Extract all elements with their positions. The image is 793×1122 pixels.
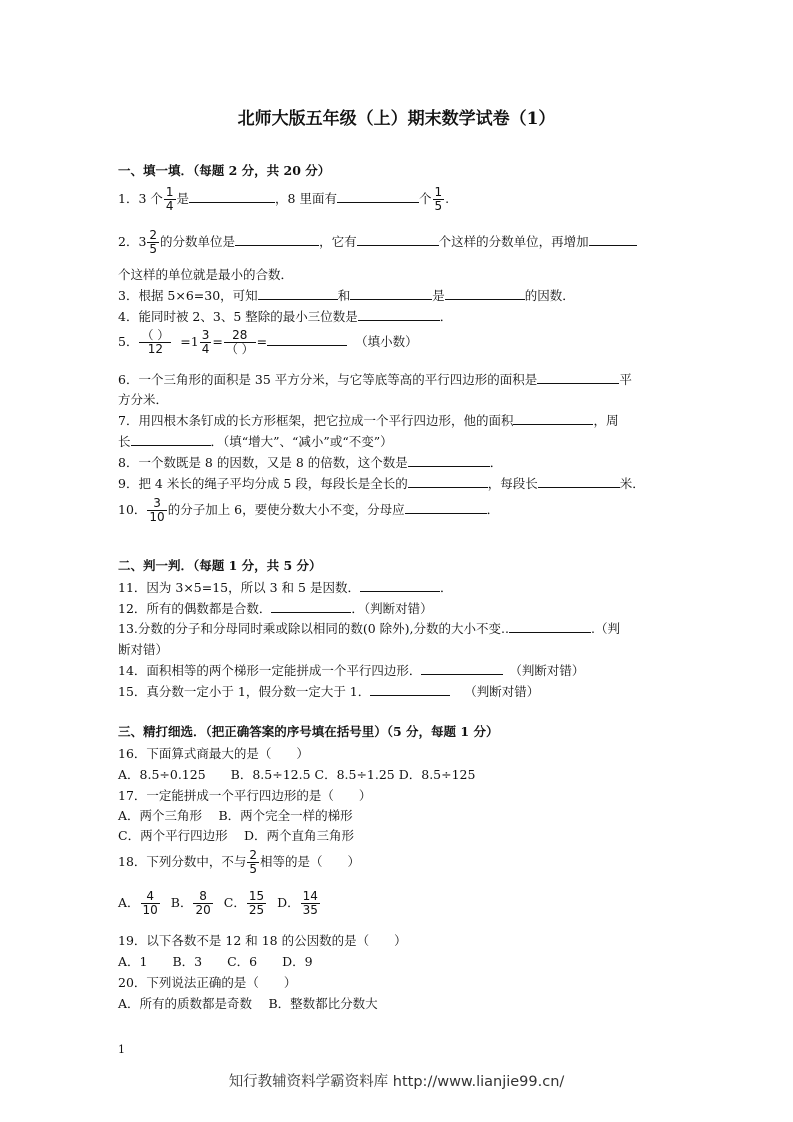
question-2: 2．3 $\frac{2}{5}$ 的分数单位是 ，它有 个这样的分数单位，再增加: [118, 229, 637, 256]
question-11: 11．因为 3×5=15，所以 3 和 5 是因数． ．: [118, 580, 453, 595]
question-6-cont: 方分米．: [118, 392, 169, 407]
question-9: 9．把 4 米长的绳子平均分成 5 段，每段长是全长的 ，每段长 米．: [118, 476, 645, 491]
answer-blank[interactable]: [235, 233, 319, 246]
page-title: 北师大版五年级（上）期末数学试卷（1）: [237, 109, 556, 129]
question-3: 3．根据 5×6=30，可知 和 是 的因数．: [118, 288, 575, 303]
answer-blank[interactable]: [360, 579, 440, 592]
page-number: 1: [118, 1043, 125, 1056]
answer-blank[interactable]: [267, 333, 347, 346]
section-heading-choice: 三、精打细选．（把正确答案的序号填在括号里）（5 分，每题 1 分）: [118, 724, 499, 739]
question-17: 17．一定能拼成一个平行四边形的是（ ）: [118, 788, 372, 803]
fraction: $\frac{( )}{12}$: [141, 328, 170, 356]
fraction: $\frac{3}{4}$: [201, 328, 210, 356]
question-18: 18．下列分数中，不与 $\frac{2}{5}$ 相等的是（ ）: [118, 848, 361, 876]
question-4: 4．能同时被 2、3、5 整除的最小三位数是 ．: [118, 309, 453, 324]
question-19: 19．以下各数不是 12 和 18 的公因数的是（ ）: [118, 933, 407, 948]
question-17-options-1: A．两个三角形 B．两个完全一样的梯形: [118, 808, 353, 823]
question-13-cont: 断对错）: [118, 642, 169, 657]
answer-blank[interactable]: [408, 454, 490, 467]
answer-blank[interactable]: [408, 475, 488, 488]
question-6: 6．一个三角形的面积是 35 平方分米，与它等底等高的平行四边形的面积是 平: [118, 372, 632, 387]
answer-blank[interactable]: [350, 287, 432, 300]
question-7: 7．用四根木条钉成的长方形框架，把它拉成一个平行四边形，他的面积 ，周: [118, 413, 619, 428]
answer-blank[interactable]: [271, 600, 351, 613]
question-16: 16．下面算式商最大的是（ ）: [118, 746, 309, 761]
answer-blank[interactable]: [538, 475, 620, 488]
question-14: 14．面积相等的两个梯形一定能拼成一个平行四边形． （判断对错）: [118, 663, 585, 678]
question-15: 15．真分数一定小于 1，假分数一定大于 1． （判断对错）: [118, 684, 540, 699]
fraction: $\frac{2}{5}$: [149, 228, 158, 256]
question-20: 20．下列说法正确的是（ ）: [118, 975, 297, 990]
answer-blank[interactable]: [589, 233, 637, 246]
question-20-options: A．所有的质数都是奇数 B．整数都比分数大: [118, 996, 378, 1011]
answer-blank[interactable]: [537, 371, 619, 384]
answer-blank[interactable]: [509, 620, 591, 633]
footer-watermark: 知行教辅资料学霸资料库 http://www.lianjie99.cn/: [228, 1074, 565, 1090]
question-7-cont: 长 ．（填“增大”、“减小”或“不变”）: [118, 434, 393, 449]
question-1: 1．3 个 $\frac{1}{4}$ 是 ，8 里面有 个 $\frac{1}{5}$ .: [118, 185, 450, 213]
fraction: $\frac{4}{10}$: [142, 889, 158, 917]
fraction: $\frac{14}{35}$: [302, 889, 318, 917]
answer-blank[interactable]: [445, 287, 525, 300]
fraction: $\frac{15}{25}$: [248, 889, 265, 917]
question-16-options: A．8.5÷0.125 B．8.5÷12.5 C．8.5÷1.25 D．8.5÷125: [118, 767, 476, 782]
fraction: $\frac{28}{( )}$: [225, 328, 254, 356]
answer-blank[interactable]: [189, 190, 275, 203]
fraction: $\frac{3}{10}$: [149, 496, 165, 524]
answer-blank[interactable]: [513, 412, 593, 425]
answer-blank[interactable]: [131, 433, 211, 446]
question-8: 8．一个数既是 8 的因数，又是 8 的倍数，这个数是 ．: [118, 455, 503, 470]
fraction: $\frac{2}{5}$: [249, 848, 258, 876]
question-12: 12．所有的偶数都是合数． ．（判断对错）: [118, 601, 433, 616]
answer-blank[interactable]: [358, 308, 440, 321]
question-2-cont: 个这样的单位就是最小的合数．: [118, 267, 294, 282]
fraction: $\frac{1}{4}$: [165, 185, 174, 213]
question-10: 10． $\frac{3}{10}$ 的分子加上 6，要使分数大小不变，分母应 ．: [118, 496, 500, 524]
section-heading-judge: 二、判一判．（每题 1 分，共 5 分）: [118, 558, 322, 573]
question-13: 13.分数的分子和分母同时乘或除以相同的数(0 除外),分数的大小不变.. .（判: [118, 621, 620, 636]
fraction: $\frac{1}{5}$: [434, 185, 443, 213]
question-17-options-2: C．两个平行四边形 D．两个直角三角形: [118, 828, 355, 843]
answer-blank[interactable]: [405, 501, 487, 514]
question-18-options: A． $\frac{4}{10}$ B． $\frac{8}{20}$ C． $\frac{15}{25}$ D． $\frac{14}{35}$: [118, 889, 318, 917]
answer-blank[interactable]: [421, 662, 503, 675]
question-5: 5． $\frac{( )}{12}$ =1 $\frac{3}{4}$ = $\frac{28}{( )}$ = （填小数）: [118, 328, 418, 356]
question-19-options: A．1 B．3 C．6 D．9: [118, 954, 313, 969]
section-heading-fill: 一、填一填．（每题 2 分，共 20 分）: [118, 163, 331, 178]
answer-blank[interactable]: [258, 287, 338, 300]
answer-blank[interactable]: [370, 683, 450, 696]
answer-blank[interactable]: [357, 233, 439, 246]
fraction: $\frac{8}{20}$: [195, 889, 211, 917]
answer-blank[interactable]: [337, 190, 419, 203]
